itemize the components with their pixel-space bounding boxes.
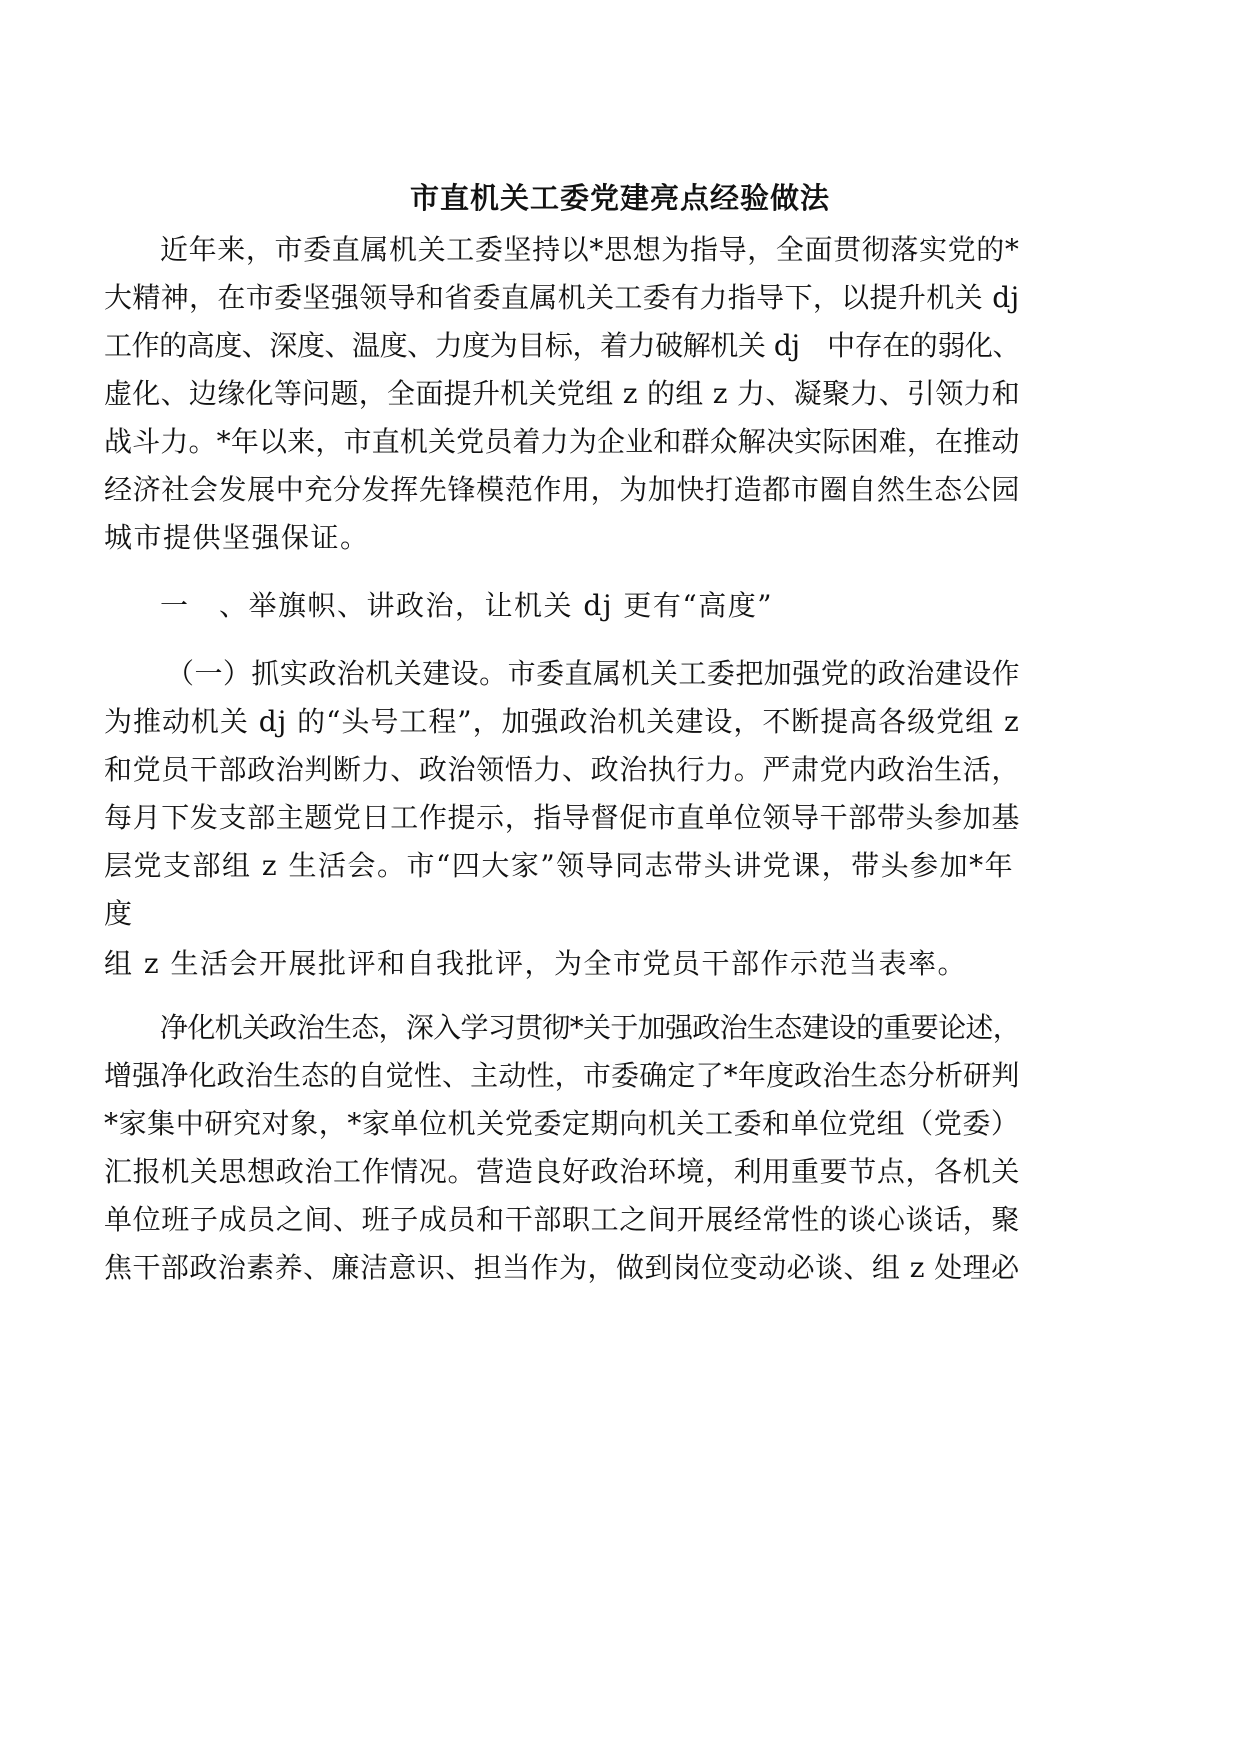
paragraph-line: *家集中研究对象，*家单位机关党委定期向机关工委和单位党组（党委） (104, 1107, 1020, 1140)
paragraph-line: 净化机关政治生态，深入学习贯彻*关于加强政治生态建设的重要论述， (160, 1011, 1021, 1044)
paragraph-line: 组 z 生活会开展批评和自我批评，为全市党员干部作示范当表率。 (104, 947, 968, 980)
paragraph-line: 度 (104, 897, 134, 930)
paragraph-line: 每月下发支部主题党日工作提示，指导督促市直单位领导干部带头参加基 (104, 801, 1021, 834)
paragraph-line: 为推动机关 dj 的“头号工程”，加强政治机关建设，不断提高各级党组 z (104, 705, 1020, 738)
paragraph-line: 大精神，在市委坚强领导和省委直属机关工委有力指导下，以提升机关 dj (104, 281, 1020, 314)
paragraph-line: 和党员干部政治判断力、政治领悟力、政治执行力。严肃党内政治生活， (104, 753, 1021, 786)
paragraph-line: 经济社会发展中充分发挥先锋模范作用，为加快打造都市圈自然生态公园 (104, 473, 1021, 506)
section-heading: 一 、举旗帜、讲政治，让机关 dj 更有“高度” (160, 589, 774, 622)
paragraph-line: 焦干部政治素养、廉洁意识、担当作为，做到岗位变动必谈、组 z 处理必 (104, 1251, 1020, 1284)
paragraph-line: 汇报机关思想政治工作情况。营造良好政治环境，利用重要节点，各机关 (104, 1155, 1021, 1188)
paragraph-line: 战斗力。*年以来，市直机关党员着力为企业和群众解决实际困难，在推动 (104, 425, 1020, 458)
paragraph-line: 增强净化政治生态的自觉性、主动性，市委确定了*年度政治生态分析研判 (104, 1059, 1020, 1092)
paragraph-line: 工作的高度、深度、温度、力度为目标，着力破解机关 dj 中存在的弱化、 (104, 329, 1021, 362)
paragraph-line: （一）抓实政治机关建设。市委直属机关工委把加强党的政治建设作 (166, 657, 1021, 690)
paragraph-line: 单位班子成员之间、班子成员和干部职工之间开展经常性的谈心谈话，聚 (104, 1203, 1021, 1236)
document-title: 市直机关工委党建亮点经验做法 (409, 181, 830, 215)
paragraph-line: 层党支部组 z 生活会。市“四大家”领导同志带头讲党课，带头参加*年 (104, 849, 1015, 882)
paragraph-line: 近年来，市委直属机关工委坚持以*思想为指导，全面贯彻落实党的* (160, 233, 1020, 266)
paragraph-line: 城市提供坚强保证。 (104, 521, 370, 554)
paragraph-line: 虚化、边缘化等问题，全面提升机关党组 z 的组 z 力、凝聚力、引领力和 (104, 377, 1021, 410)
